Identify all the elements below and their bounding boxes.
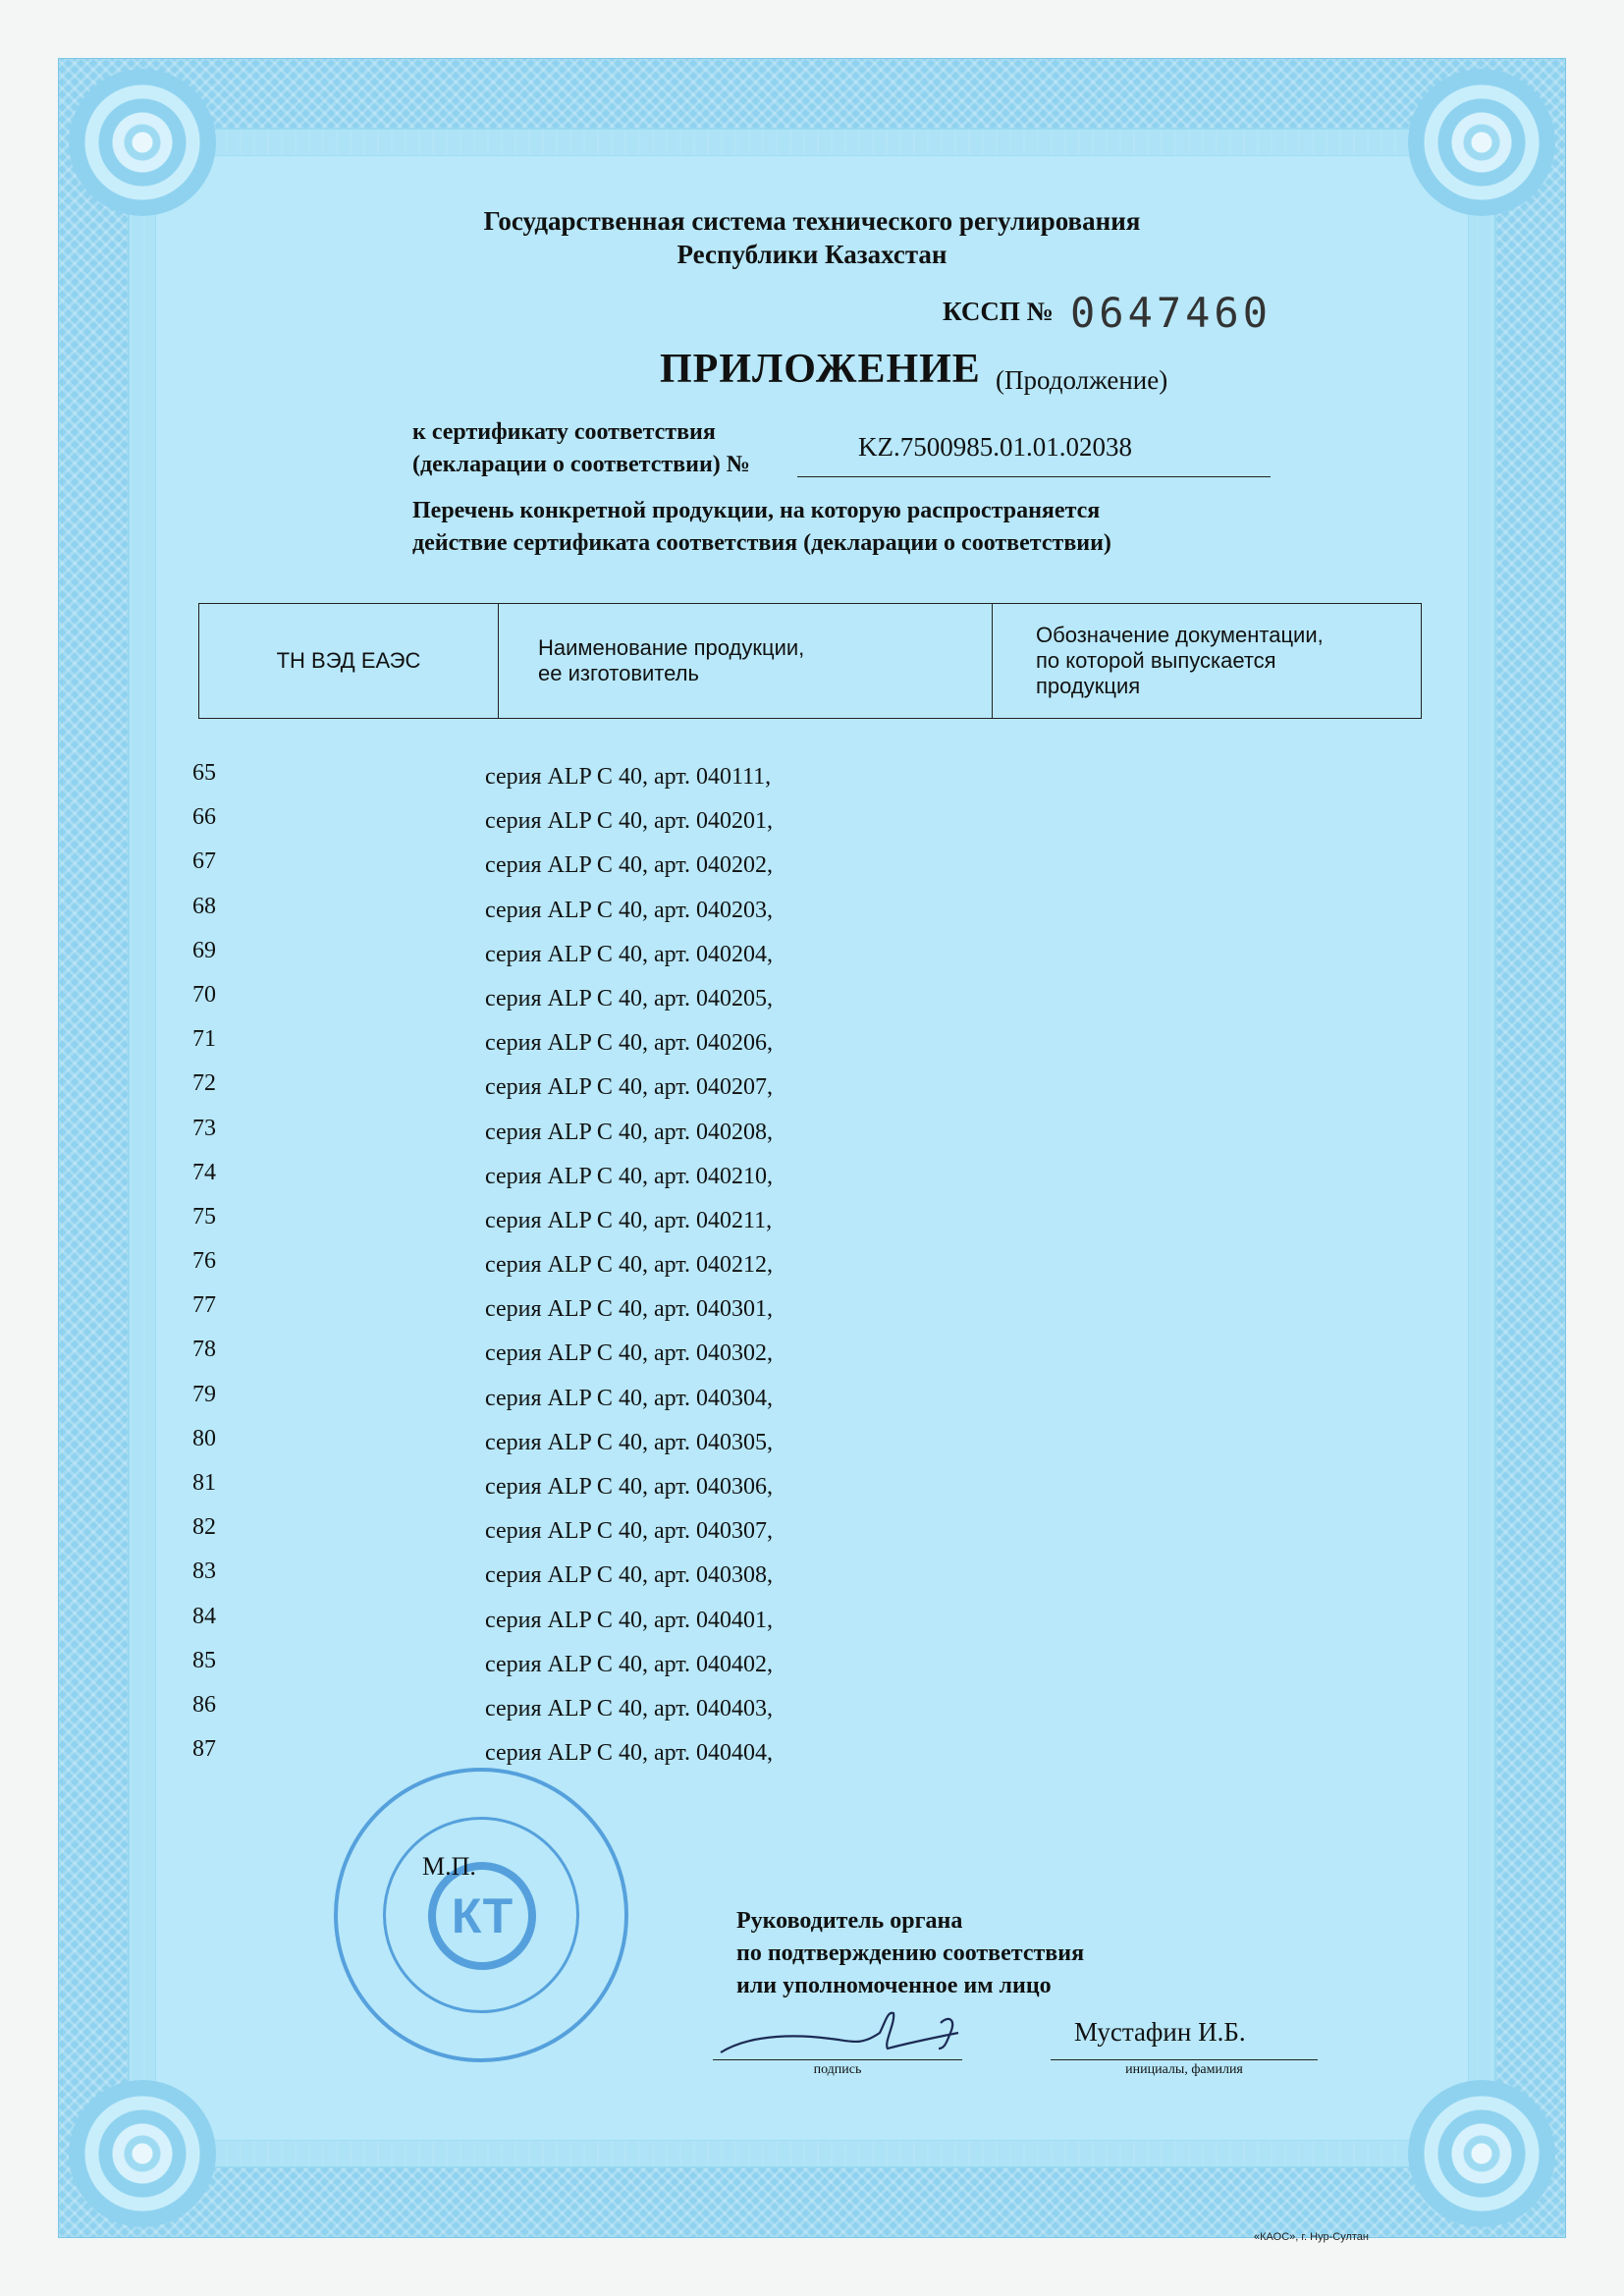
row-product-name: серия ALP C 40, арт. 040402,: [485, 1651, 773, 1677]
row-product-name: серия ALP C 40, арт. 040307,: [485, 1518, 773, 1545]
certificate-label: [412, 416, 750, 481]
row-number: 77: [192, 1292, 216, 1319]
list-item: [192, 1382, 1272, 1426]
row-product-name: серия ALP C 40, арт. 040212,: [485, 1252, 773, 1279]
header-cell-product-name: [499, 604, 993, 719]
appendix-title: ПРИЛОЖЕНИЕ: [660, 347, 981, 392]
header-doc-line-3: продукция: [1036, 674, 1141, 698]
row-number: 68: [192, 893, 216, 919]
kssp-number: 0647460: [1070, 289, 1272, 337]
list-item: [192, 982, 1272, 1026]
row-number: 85: [192, 1647, 216, 1673]
row-number: 75: [192, 1203, 216, 1230]
row-number: 83: [192, 1558, 216, 1585]
list-item: [192, 760, 1272, 804]
list-item: [192, 1558, 1272, 1603]
row-product-name: серия ALP C 40, арт. 040201,: [485, 808, 773, 835]
product-list-title-line-2: действие сертификата соответствия (декларации о соответствии): [412, 530, 1111, 556]
list-item: [192, 938, 1272, 982]
header-cell-documentation: [993, 604, 1422, 719]
table-header: [198, 603, 1422, 719]
row-product-name: серия ALP C 40, арт. 040208,: [485, 1119, 773, 1145]
row-product-name: серия ALP C 40, арт. 040306,: [485, 1474, 773, 1500]
row-product-name: серия ALP C 40, арт. 040404,: [485, 1740, 773, 1767]
list-item: [192, 1736, 1272, 1780]
header-line-1: Государственная система технического регулирования: [483, 206, 1141, 236]
row-number: 65: [192, 760, 216, 786]
certificate-number: KZ.7500985.01.01.02038: [858, 432, 1132, 462]
row-product-name: серия ALP C 40, арт. 040205,: [485, 985, 773, 1011]
product-list-title: [412, 495, 1111, 560]
row-product-name: серия ALP C 40, арт. 040305,: [485, 1429, 773, 1455]
list-item: [192, 1070, 1272, 1115]
handwritten-signature: [713, 2003, 968, 2062]
row-product-name: серия ALP C 40, арт. 040206,: [485, 1030, 773, 1057]
row-number: 78: [192, 1337, 216, 1363]
row-product-name: серия ALP C 40, арт. 040304,: [485, 1385, 773, 1411]
list-item: [192, 1470, 1272, 1514]
row-product-name: серия ALP C 40, арт. 040401,: [485, 1607, 773, 1633]
row-product-name: серия ALP C 40, арт. 040210,: [485, 1163, 773, 1189]
list-item: [192, 1160, 1272, 1204]
seal-place-label: М.П.: [422, 1852, 476, 1881]
list-item: [192, 1248, 1272, 1292]
header-code-label: ТН ВЭД ЕАЭС: [276, 648, 421, 673]
corner-rosette-top-right: [1408, 69, 1555, 216]
list-item: [192, 1692, 1272, 1736]
list-item: [192, 804, 1272, 848]
name-caption: инициалы, фамилия: [1125, 2062, 1243, 2077]
list-item: [192, 894, 1272, 938]
header-doc-line-1: Обозначение документации,: [1036, 623, 1324, 647]
row-number: 74: [192, 1159, 216, 1185]
official-seal: [334, 1768, 628, 2062]
list-item: [192, 1514, 1272, 1558]
row-product-name: серия ALP C 40, арт. 040403,: [485, 1695, 773, 1722]
list-item: [192, 848, 1272, 893]
row-number: 86: [192, 1691, 216, 1718]
row-number: 67: [192, 848, 216, 875]
corner-rosette-bottom-right: [1408, 2080, 1555, 2227]
row-number: 70: [192, 981, 216, 1008]
signer-title-line-3: или уполномоченное им лицо: [736, 1973, 1052, 1998]
list-item: [192, 1116, 1272, 1160]
row-product-name: серия ALP C 40, арт. 040203,: [485, 897, 773, 923]
row-product-name: серия ALP C 40, арт. 040301,: [485, 1296, 773, 1323]
row-number: 73: [192, 1115, 216, 1141]
signature-caption: подпись: [813, 2062, 862, 2077]
kssp-label: КССП №: [943, 297, 1054, 326]
header-line-2: Республики Казахстан: [677, 240, 947, 269]
list-item: [192, 1204, 1272, 1248]
list-item: [192, 1648, 1272, 1692]
signer-title: [736, 1905, 1084, 2002]
row-number: 76: [192, 1248, 216, 1275]
row-number: 72: [192, 1070, 216, 1097]
certificate-label-line-2: (декларации о соответствии) №: [412, 452, 750, 477]
list-item: [192, 1026, 1272, 1070]
row-number: 79: [192, 1381, 216, 1407]
header-doc-line-2: по которой выпускается: [1036, 648, 1276, 673]
seal-logo-icon: КТ: [428, 1862, 536, 1970]
row-product-name: серия ALP C 40, арт. 040111,: [485, 764, 772, 790]
list-item: [192, 1292, 1272, 1337]
row-number: 84: [192, 1603, 216, 1629]
header-name-line-1: Наименование продукции,: [538, 635, 805, 660]
list-item: [192, 1604, 1272, 1648]
row-product-name: серия ALP C 40, арт. 040207,: [485, 1074, 773, 1101]
row-number: 81: [192, 1470, 216, 1496]
signature-line: [713, 2059, 962, 2060]
row-number: 69: [192, 937, 216, 963]
header-name-line-2: ее изготовитель: [538, 661, 699, 685]
row-number: 80: [192, 1425, 216, 1451]
row-number: 87: [192, 1736, 216, 1763]
row-number: 71: [192, 1026, 216, 1053]
signer-name: Мустафин И.Б.: [1074, 2017, 1246, 2047]
list-item: [192, 1337, 1272, 1381]
product-list: [192, 760, 1272, 1780]
row-number: 82: [192, 1514, 216, 1541]
header-cell-code: [199, 604, 499, 719]
row-product-name: серия ALP C 40, арт. 040308,: [485, 1562, 773, 1589]
name-line: [1051, 2059, 1318, 2060]
signer-title-line-2: по подтверждению соответствия: [736, 1941, 1085, 1966]
certificate-number-underline: [797, 476, 1271, 477]
printer-imprint: «КАОС», г. Нур-Султан: [1254, 2231, 1369, 2243]
corner-rosette-top-left: [69, 69, 216, 216]
appendix-subtitle: (Продолжение): [996, 365, 1168, 395]
corner-rosette-bottom-left: [69, 2080, 216, 2227]
row-number: 66: [192, 804, 216, 831]
list-item: [192, 1426, 1272, 1470]
row-product-name: серия ALP C 40, арт. 040302,: [485, 1340, 773, 1367]
row-product-name: серия ALP C 40, арт. 040204,: [485, 941, 773, 967]
signer-title-line-1: Руководитель органа: [736, 1908, 963, 1934]
product-list-title-line-1: Перечень конкретной продукции, на которую распространяется: [412, 498, 1101, 523]
row-product-name: серия ALP C 40, арт. 040211,: [485, 1207, 773, 1233]
certificate-label-line-1: к сертификату соответствия: [412, 419, 716, 445]
row-product-name: серия ALP C 40, арт. 040202,: [485, 852, 773, 879]
